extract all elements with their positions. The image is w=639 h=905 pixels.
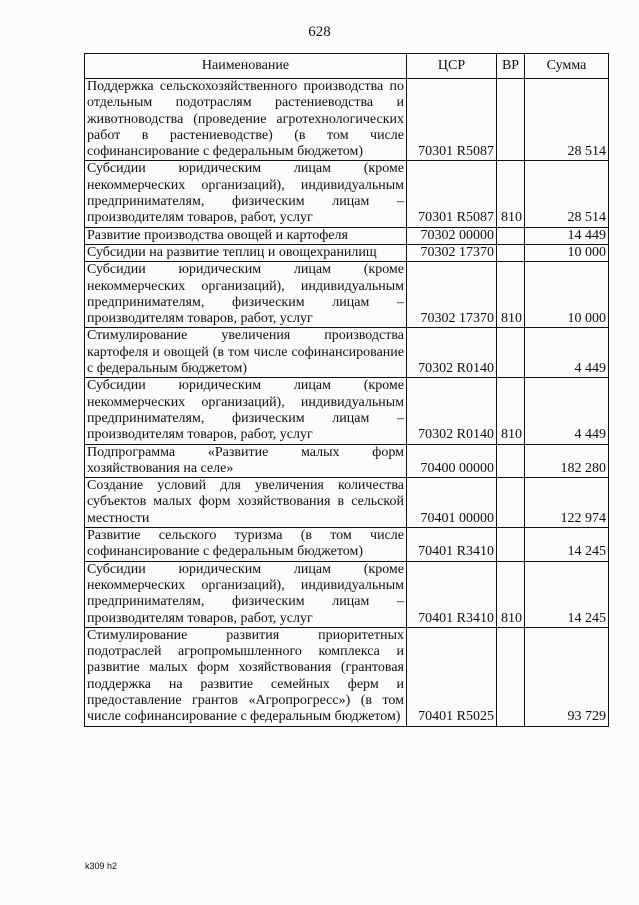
table-row [85, 561, 609, 627]
budget-table [84, 53, 609, 727]
cell-vr [497, 244, 525, 261]
cell-csr: 70401 R5025 [407, 627, 497, 726]
cell-csr: 70401 00000 [407, 478, 497, 528]
header-csr: ЦСР [407, 54, 497, 79]
cell-vr [497, 528, 525, 562]
header-name: Наименование [85, 54, 407, 79]
cell-name: Создание условий для увеличения количества субъектов малых форм хозяйствования в сельской местности [85, 478, 407, 528]
cell-csr: 70302 17370 [407, 262, 497, 328]
cell-vr: 810 [497, 561, 525, 627]
cell-name: Поддержка сельскохозяйственного производства по отдельным подотраслям растениеводства и животноводства (проведение агротехнологических работ в растениеводстве) (в том числе софинансирование с федеральным бюджетом) [85, 79, 407, 161]
cell-csr: 70301 R5087 [407, 79, 497, 161]
cell-name: Развитие производства овощей и картофеля [85, 227, 407, 244]
table-row [85, 478, 609, 528]
cell-name: Субсидии юридическим лицам (кроме некоммерческих организаций), индивидуальным предпринимателям, физическим лицам – производителям товаров, работ, услуг [85, 378, 407, 444]
cell-vr [497, 79, 525, 161]
cell-vr: 810 [497, 161, 525, 227]
table-header-row [85, 54, 609, 79]
table-row [85, 627, 609, 726]
cell-name: Развитие сельского туризма (в том числе софинансирование с федеральным бюджетом) [85, 528, 407, 562]
table-row [85, 79, 609, 161]
cell-sum: 4 449 [525, 378, 609, 444]
header-sum: Сумма [525, 54, 609, 79]
cell-vr [497, 478, 525, 528]
cell-csr: 70400 00000 [407, 444, 497, 478]
cell-name: Подпрограмма «Развитие малых форм хозяйствования на селе» [85, 444, 407, 478]
table-row [85, 244, 609, 261]
cell-name: Субсидии на развитие теплиц и овощехранилищ [85, 244, 407, 261]
page-number: 628 [308, 24, 331, 40]
cell-sum: 28 514 [525, 161, 609, 227]
cell-vr: 810 [497, 378, 525, 444]
cell-sum: 14 245 [525, 528, 609, 562]
table-row [85, 262, 609, 328]
cell-sum: 28 514 [525, 79, 609, 161]
cell-sum: 182 280 [525, 444, 609, 478]
table-row [85, 161, 609, 227]
cell-sum: 10 000 [525, 262, 609, 328]
cell-vr [497, 444, 525, 478]
table-row [85, 328, 609, 378]
cell-name: Субсидии юридическим лицам (кроме некоммерческих организаций), индивидуальным предпринимателям, физическим лицам – производителям товаров, работ, услуг [85, 561, 407, 627]
cell-name: Субсидии юридическим лицам (кроме некоммерческих организаций), индивидуальным предпринимателям, физическим лицам – производителям товаров, работ, услуг [85, 161, 407, 227]
cell-csr: 70302 R0140 [407, 378, 497, 444]
cell-csr: 70401 R3410 [407, 528, 497, 562]
table-row [85, 444, 609, 478]
cell-csr: 70301 R5087 [407, 161, 497, 227]
cell-csr: 70302 00000 [407, 227, 497, 244]
cell-name: Субсидии юридическим лицам (кроме некоммерческих организаций), индивидуальным предпринимателям, физическим лицам – производителям товаров, работ, услуг [85, 262, 407, 328]
cell-sum: 93 729 [525, 627, 609, 726]
cell-vr: 810 [497, 262, 525, 328]
cell-csr: 70401 R3410 [407, 561, 497, 627]
cell-vr [497, 627, 525, 726]
table-row [85, 378, 609, 444]
cell-sum: 14 245 [525, 561, 609, 627]
cell-vr [497, 227, 525, 244]
cell-sum: 122 974 [525, 478, 609, 528]
cell-sum: 14 449 [525, 227, 609, 244]
footer-code: k309 h2 [85, 861, 118, 871]
table-row [85, 227, 609, 244]
cell-vr [497, 328, 525, 378]
cell-sum: 10 000 [525, 244, 609, 261]
header-vr: ВР [497, 54, 525, 79]
cell-name: Стимулирование увеличения производства картофеля и овощей (в том числе софинансирование с федеральным бюджетом) [85, 328, 407, 378]
cell-sum: 4 449 [525, 328, 609, 378]
cell-csr: 70302 17370 [407, 244, 497, 261]
table-row [85, 528, 609, 562]
cell-csr: 70302 R0140 [407, 328, 497, 378]
cell-name: Стимулирование развития приоритетных подотраслей агропромышленного комплекса и развитие малых форм хозяйствования (грантовая поддержка на развитие семейных ферм и предоставление грантов «Агропрогресс») (в том числе софинансирование с федеральным бюджетом) [85, 627, 407, 726]
